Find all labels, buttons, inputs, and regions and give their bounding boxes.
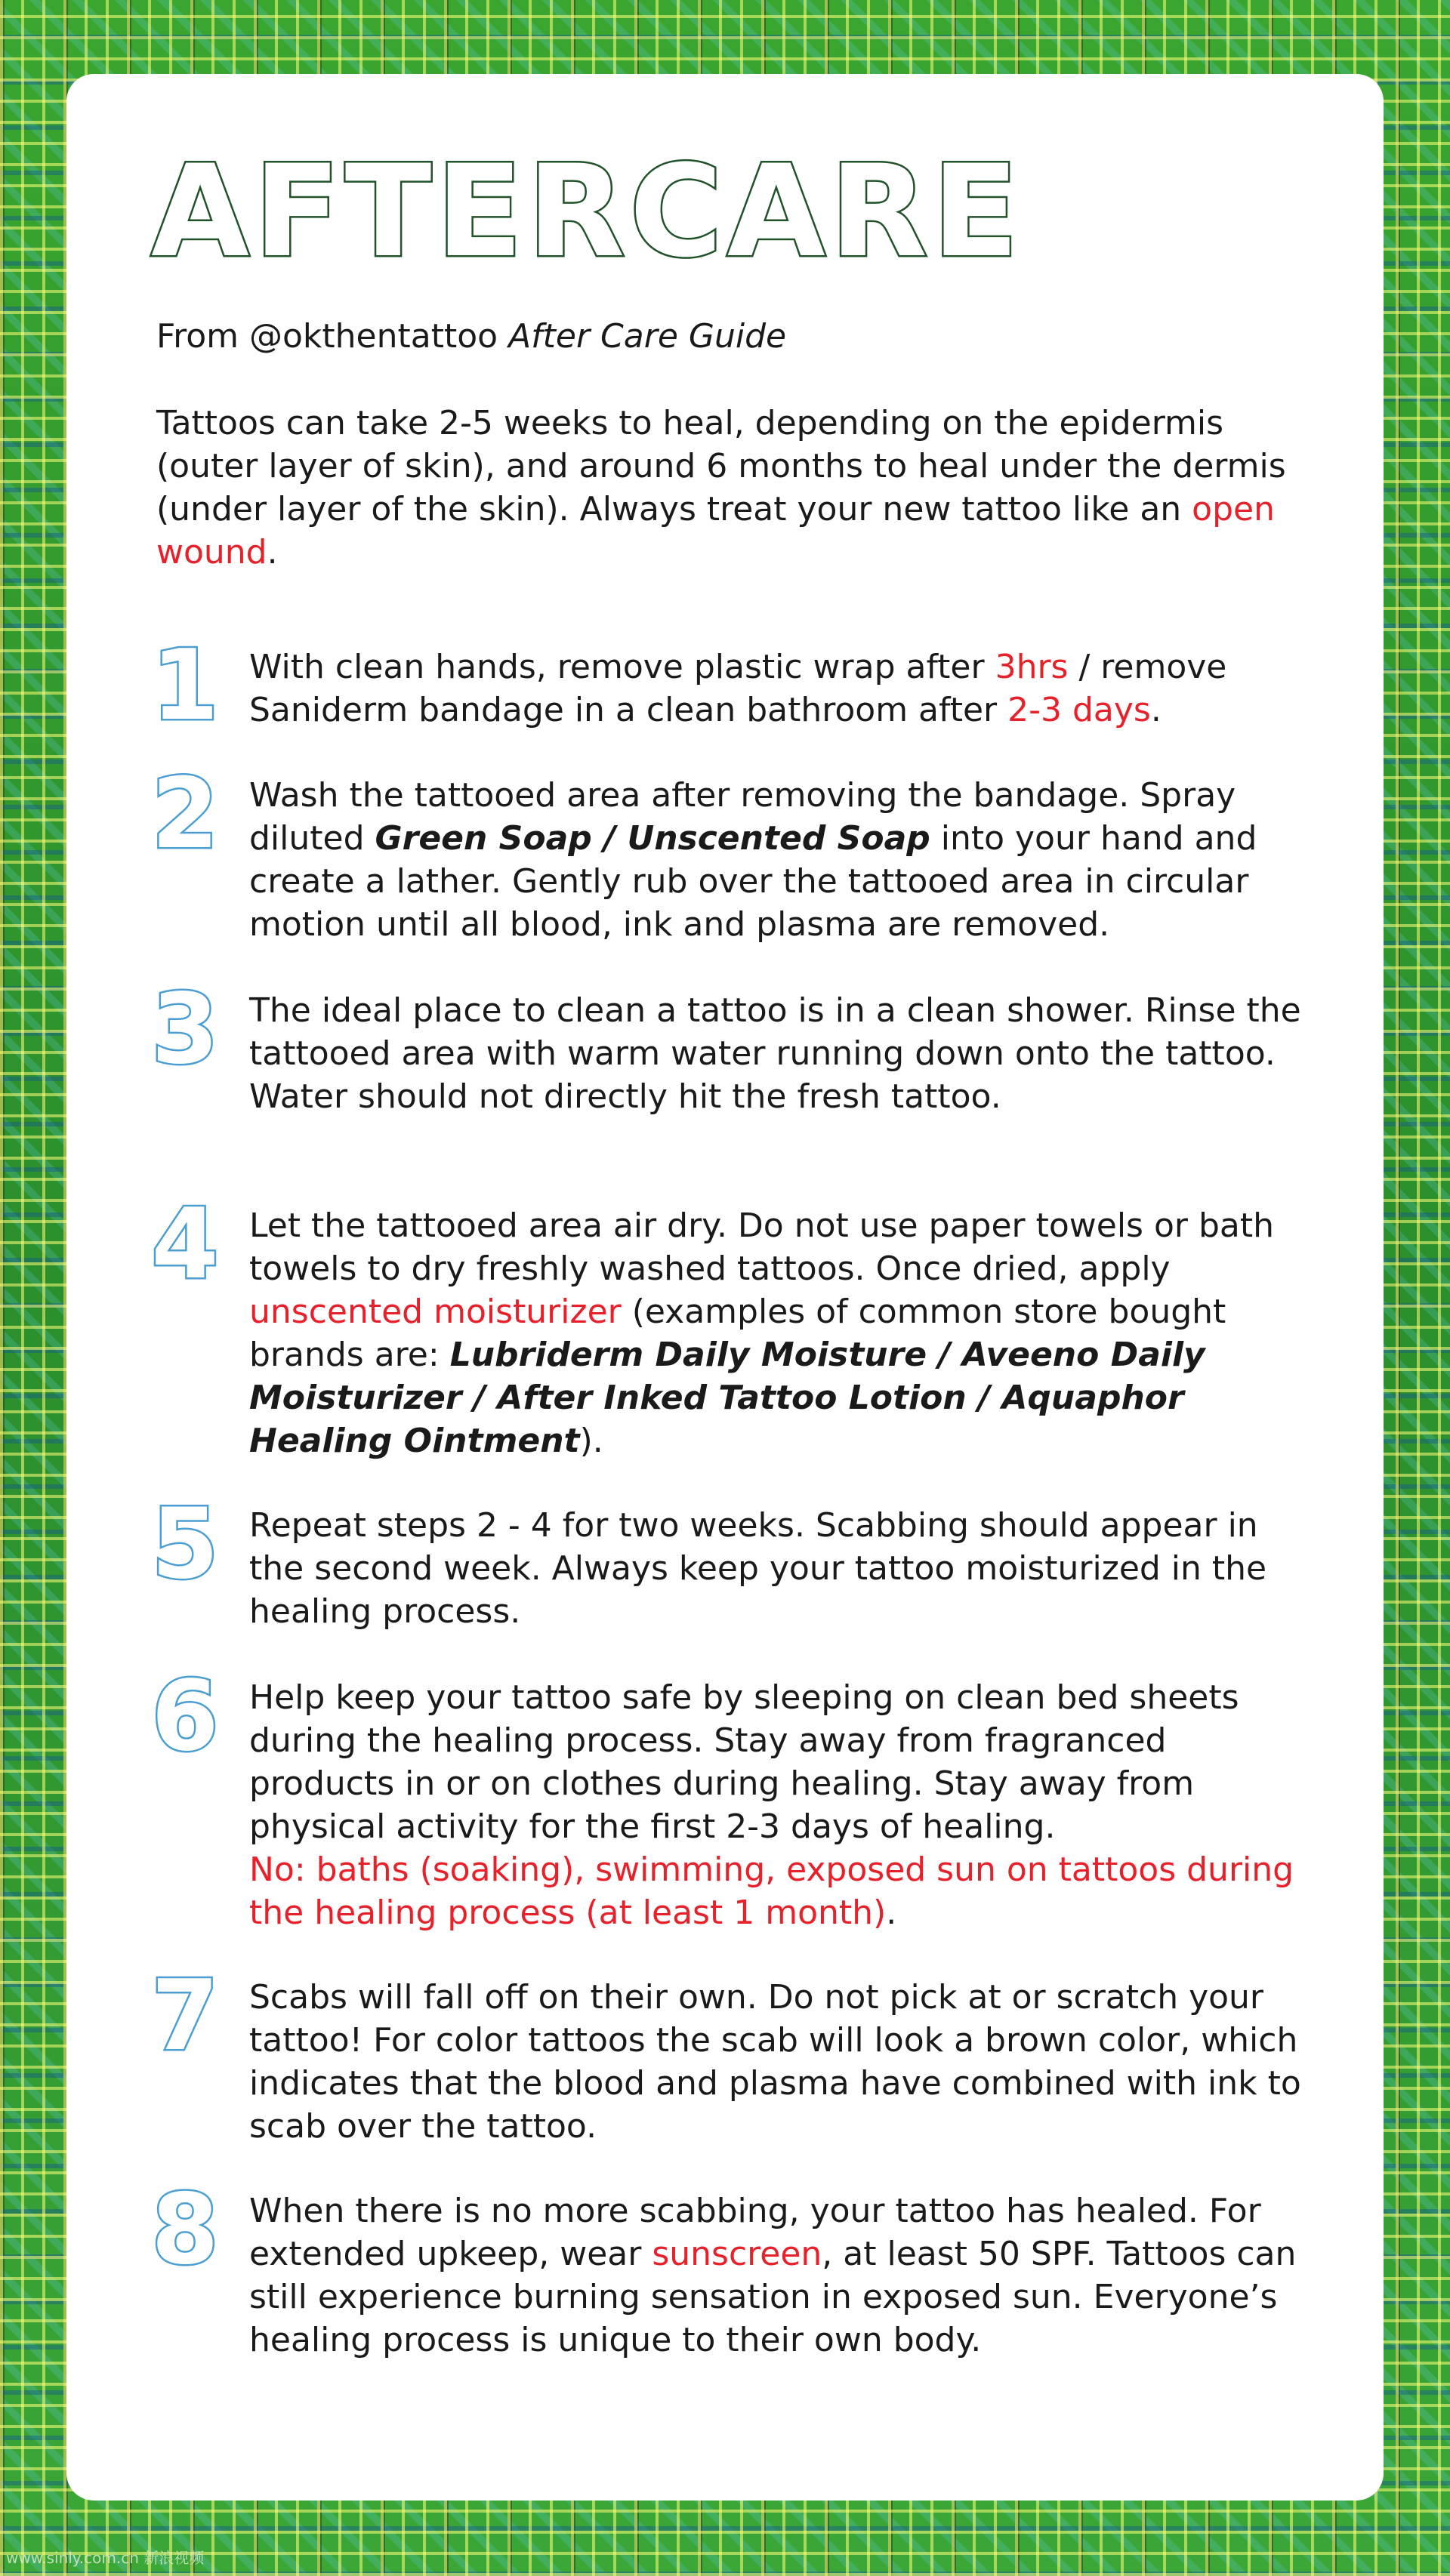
step-highlight: sunscreen <box>652 2235 822 2273</box>
step-text <box>249 774 1322 946</box>
step-text-part: With clean hands, remove plastic wrap after <box>249 648 995 686</box>
step-text-part: ). <box>579 1422 603 1460</box>
step-text-part: into your hand and create a lather. Gently rub over the tattooed area in circular motion until all blood, ink and plasma are removed. <box>249 819 1257 944</box>
source-line <box>156 317 786 356</box>
intro-highlight: open wound <box>156 490 1275 572</box>
step-highlight: No: baths (soaking), swimming, exposed sun on tattoos during the healing process (at least 1 month) <box>249 1850 1294 1932</box>
page-title: AFTERCARE <box>151 137 1023 285</box>
step-text-part: Help keep your tattoo safe by sleeping on clean bed sheets during the healing process. Stay away from fragranced products in or on clothes during healing. Stay away from physical activity for the first 2-3 days of healing. <box>249 1678 1239 1846</box>
source-guide-title: After Care Guide <box>508 317 787 356</box>
step-text-part: Wash the tattooed area after removing the bandage. Spray diluted <box>249 776 1236 858</box>
step-text-part: . <box>1150 691 1162 729</box>
intro-end: . <box>267 533 278 572</box>
step-text: Repeat steps 2 - 4 for two weeks. Scabbing should appear in the second week. Always keep your tattoo moisturized in the healing process. <box>249 1506 1267 1631</box>
step-number: 7 <box>151 1960 219 2072</box>
step-text-part: . <box>886 1893 897 1932</box>
step-text: The ideal place to clean a tattoo is in a clean shower. Rinse the tattooed area with warm water running down onto the tattoo. Water should not directly hit the fresh tattoo. <box>249 991 1301 1116</box>
step-highlight: 2-3 days <box>1007 691 1151 729</box>
step-text-part: (examples of common store bought brands are: <box>249 1293 1226 1374</box>
step-number: 3 <box>151 973 219 1086</box>
watermark: www.sinly.com.cn 新浪视频 <box>6 2549 205 2567</box>
step-number: 8 <box>151 2174 219 2286</box>
step-highlight: unscented moisturizer <box>249 1293 622 1331</box>
step-product-names: Lubriderm Daily Moisture / Aveeno Daily Moisturizer / After Inked Tattoo Lotion / Aquaphor Healing Ointment <box>249 1336 1205 1460</box>
step-text <box>249 2189 1322 2362</box>
source-handle: From @okthentattoo <box>156 317 498 356</box>
step-number: 2 <box>151 758 219 870</box>
intro-text: Tattoos can take 2-5 weeks to heal, depending on the epidermis (outer layer of skin), and around 6 months to heal under the dermis (under layer of the skin). Always treat your new tattoo like an <box>156 404 1286 528</box>
step-number: 4 <box>151 1188 219 1301</box>
step-number: 5 <box>151 1488 219 1601</box>
step-number: 6 <box>151 1660 219 1773</box>
step-text-part: When there is no more scabbing, your tattoo has healed. For extended upkeep, wear <box>249 2192 1261 2273</box>
step-text-part: Let the tattooed area air dry. Do not use paper towels or bath towels to dry freshly washed tattoos. Once dried, apply <box>249 1206 1274 1288</box>
step-text: Scabs will fall off on their own. Do not pick at or scratch your tattoo! For color tattoos the scab will look a brown color, which indicates that the blood and plasma have combined with ink to scab over the tattoo. <box>249 1978 1301 2146</box>
step-number: 1 <box>151 630 219 742</box>
step-text <box>249 1204 1322 1462</box>
step-text-part: , at least 50 SPF. Tattoos can still experience burning sensation in exposed sun. Everyone’s healing process is unique to their own body. <box>249 2235 1297 2359</box>
intro-paragraph <box>156 402 1319 574</box>
step-text <box>249 646 1322 732</box>
step-text-part: / remove Saniderm bandage in a clean bathroom after <box>249 648 1227 729</box>
step-text <box>249 1676 1322 1934</box>
step-product-names: Green Soap / Unscented Soap <box>375 819 930 858</box>
step-highlight: 3hrs <box>995 648 1069 686</box>
